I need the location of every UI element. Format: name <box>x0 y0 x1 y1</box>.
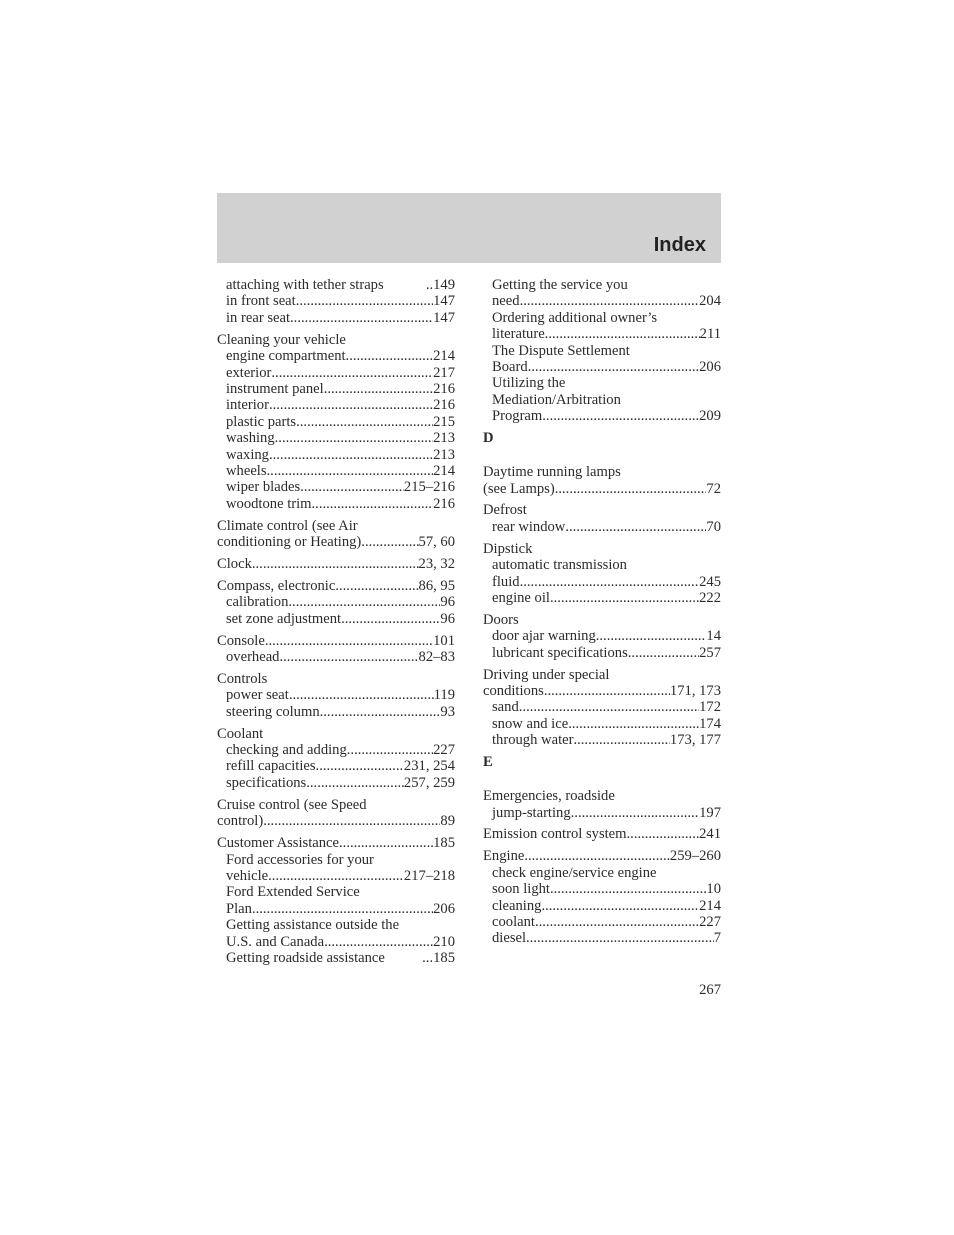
leader-dots <box>628 645 699 661</box>
page-reference: 215–216 <box>403 479 455 496</box>
index-subentry <box>217 348 455 364</box>
index-entry-group <box>217 633 455 666</box>
page-reference: 96 <box>440 610 455 627</box>
entry-text: engine compartment <box>226 348 346 365</box>
entry-text: woodtone trim <box>226 495 312 512</box>
leader-dots <box>535 914 699 930</box>
index-subentry <box>217 742 455 758</box>
entry-text: wheels <box>226 462 267 479</box>
leader-dots <box>550 881 706 897</box>
index-subentry <box>483 914 721 930</box>
index-subentry <box>217 447 455 463</box>
entry-text: waxing <box>226 446 269 463</box>
entry-text: coolant <box>492 914 535 930</box>
index-entry-group <box>483 464 721 497</box>
entry-text: Customer Assistance <box>217 835 340 852</box>
leader-dots <box>339 835 433 851</box>
index-entry-group <box>483 502 721 535</box>
index-column-right <box>483 277 721 952</box>
index-entry <box>217 813 455 829</box>
page-reference: 227 <box>433 742 455 759</box>
entry-text: instrument panel <box>226 380 324 397</box>
leader-dots <box>565 519 706 535</box>
index-subentry <box>483 343 721 359</box>
index-subentry <box>483 574 721 590</box>
index-entry <box>217 835 455 851</box>
entry-text: Emission control system <box>483 826 627 843</box>
entry-text: interior <box>226 397 269 414</box>
index-subentry <box>217 901 455 917</box>
page-reference: 209 <box>699 408 721 425</box>
index-entry-group <box>483 667 721 749</box>
leader-dots <box>252 556 419 572</box>
page-reference: 70 <box>706 518 721 535</box>
index-subentry <box>217 868 455 884</box>
entry-text: conditioning or Heating) <box>217 534 362 551</box>
page-reference: 241 <box>699 826 721 843</box>
leader-dots <box>341 611 440 627</box>
leader-dots <box>289 687 434 703</box>
index-subentry <box>217 758 455 774</box>
entry-text: rear window <box>492 518 566 535</box>
entry-text: conditions <box>483 683 544 700</box>
entry-text: Mediation/Arbitration <box>492 391 621 408</box>
entry-text: diesel <box>492 930 527 947</box>
entry-text: Getting roadside assistance <box>226 949 385 966</box>
entry-text: Program <box>492 408 543 425</box>
leader-dots <box>271 365 433 381</box>
leader-dots <box>267 463 434 479</box>
index-subentry <box>483 277 721 293</box>
leader-dots <box>269 447 433 463</box>
leader-dots <box>541 898 699 914</box>
index-entry-group <box>217 556 455 572</box>
index-entry-group <box>483 612 721 661</box>
entry-text: Getting the service you <box>492 277 628 293</box>
index-subentry <box>483 930 721 946</box>
entry-text: washing <box>226 430 275 447</box>
entry-text: Driving under special <box>483 666 610 683</box>
index-subentry <box>483 408 721 424</box>
entry-text: Console <box>217 632 265 649</box>
index-entry <box>483 667 721 683</box>
index-entry-group <box>217 277 455 326</box>
index-subentry <box>483 716 721 732</box>
entry-text: Getting assistance outside the <box>226 917 400 934</box>
index-entry <box>483 848 721 864</box>
page-reference: 72 <box>706 480 721 497</box>
index-subentry <box>483 557 721 573</box>
index-entry <box>483 502 721 518</box>
index-entry <box>217 556 455 572</box>
leader-dots <box>524 848 670 864</box>
index-subentry <box>483 359 721 375</box>
entry-text: literature <box>492 326 545 343</box>
page-reference: 206 <box>433 900 455 917</box>
page-reference: 216 <box>433 380 455 397</box>
page-reference: 7 <box>713 930 721 947</box>
entry-text: cleaning <box>492 897 542 914</box>
page-reference: 119 <box>433 687 455 704</box>
index-subentry <box>217 277 455 293</box>
index-subentry <box>483 865 721 881</box>
index-subentry <box>217 414 455 430</box>
entry-text: Cruise control (see Speed <box>217 796 367 813</box>
leader-dots <box>269 397 433 413</box>
leader-dots <box>520 574 700 590</box>
leader-dots <box>627 826 700 842</box>
entry-text: Ordering additional owner’s <box>492 309 658 326</box>
entry-text: specifications <box>226 774 307 791</box>
entry-text: control) <box>217 813 264 830</box>
entry-text: fluid <box>492 573 520 590</box>
index-subentry <box>483 519 721 535</box>
page-reference: 210 <box>433 933 455 950</box>
entry-text: calibration <box>226 594 289 611</box>
entry-text: attaching with tether straps <box>226 277 384 293</box>
index-entry <box>217 518 455 534</box>
index-subentry <box>483 881 721 897</box>
leader-dots <box>385 950 422 966</box>
entry-text: sand <box>492 699 519 716</box>
leader-dots <box>526 930 714 946</box>
leader-dots <box>300 479 404 495</box>
index-subentry <box>217 884 455 900</box>
page-reference: 259–260 <box>669 848 721 865</box>
entry-text: vehicle <box>226 867 269 884</box>
page-reference: 217–218 <box>403 867 455 884</box>
index-entry <box>217 726 455 742</box>
entry-text: check engine/service engine <box>492 864 657 881</box>
page-reference: 93 <box>440 703 455 720</box>
header-bar <box>217 193 721 263</box>
leader-dots <box>528 359 699 375</box>
index-entry <box>217 534 455 550</box>
leader-dots <box>275 430 433 446</box>
entry-text: in rear seat <box>226 309 291 326</box>
entry-text: The Dispute Settlement <box>492 342 630 359</box>
leader-dots <box>384 277 426 293</box>
leader-dots <box>568 716 699 732</box>
page-reference: 57, 60 <box>418 534 455 551</box>
index-subentry <box>217 775 455 791</box>
index-subentry <box>483 293 721 309</box>
index-entry-group <box>217 518 455 551</box>
leader-dots <box>252 901 433 917</box>
entry-text: automatic transmission <box>492 557 627 574</box>
index-subentry <box>217 649 455 665</box>
leader-dots <box>545 326 700 342</box>
entry-text: checking and adding <box>226 742 347 759</box>
page-reference: 96 <box>440 594 455 611</box>
index-entry-group <box>483 848 721 946</box>
index-subentry <box>217 293 455 309</box>
index-entry-group <box>217 671 455 720</box>
entry-text: Emergencies, roadside <box>483 788 615 805</box>
leader-dots <box>555 481 707 497</box>
leader-dots <box>346 348 434 364</box>
page-reference: 197 <box>699 804 721 821</box>
index-entry <box>483 612 721 628</box>
leader-dots <box>519 699 699 715</box>
page-reference: 171, 173 <box>669 683 721 700</box>
index-subentry <box>217 704 455 720</box>
page-reference: 89 <box>440 813 455 830</box>
page-reference: 101 <box>433 632 455 649</box>
page-reference: 172 <box>699 699 721 716</box>
index-subentry <box>483 392 721 408</box>
page-reference: 214 <box>433 348 455 365</box>
leader-dots <box>573 732 669 748</box>
entry-text: Ford Extended Service <box>226 884 360 901</box>
index-entry <box>483 826 721 842</box>
page-reference: 213 <box>433 446 455 463</box>
index-entry-group <box>483 277 721 425</box>
page-reference: 10 <box>706 881 721 898</box>
page-reference: 216 <box>433 397 455 414</box>
entry-text: Cleaning your vehicle <box>217 331 346 348</box>
leader-dots <box>347 742 433 758</box>
entry-text: Ford accessories for your <box>226 851 374 868</box>
entry-text: Dipstick <box>483 540 533 557</box>
index-subentry <box>217 397 455 413</box>
entry-text: Engine <box>483 848 525 865</box>
index-subentry <box>217 611 455 627</box>
page-reference: 206 <box>699 359 721 376</box>
index-subentry <box>217 479 455 495</box>
entry-text: Utilizing the <box>492 375 566 392</box>
leader-dots <box>296 293 433 309</box>
entry-text: soon light <box>492 881 550 898</box>
index-subentry <box>217 594 455 610</box>
section-letter: D <box>483 430 494 447</box>
entry-text: Coolant <box>217 725 264 742</box>
index-subentry <box>483 732 721 748</box>
page-reference: 214 <box>699 897 721 914</box>
leader-dots <box>316 758 404 774</box>
page-reference: 257 <box>699 644 721 661</box>
page-reference: 204 <box>699 293 721 310</box>
entry-text: jump-starting <box>492 804 571 821</box>
index-subentry <box>217 463 455 479</box>
entry-text: U.S. and Canada <box>226 933 325 950</box>
index-entry-group <box>217 332 455 512</box>
leader-dots <box>550 590 699 606</box>
page-reference: 245 <box>699 573 721 590</box>
index-subentry <box>483 310 721 326</box>
index-subentry <box>483 590 721 606</box>
entry-text: snow and ice <box>492 715 569 732</box>
index-entry-group <box>217 835 455 966</box>
section-letter: E <box>483 754 493 771</box>
index-subentry <box>483 326 721 342</box>
entry-text: lubricant specifications <box>492 644 628 661</box>
leader-dots <box>596 628 707 644</box>
page-reference: 82–83 <box>418 649 455 666</box>
index-entry <box>483 788 721 804</box>
page-reference: 23, 32 <box>418 556 455 572</box>
index-entry <box>483 541 721 557</box>
page-reference: 222 <box>699 590 721 606</box>
entry-text: Plan <box>226 900 252 917</box>
leader-dots <box>312 496 434 512</box>
leader-dots <box>324 934 433 950</box>
page-title: Index <box>653 234 706 256</box>
leader-dots <box>306 775 404 791</box>
leader-dots <box>361 534 418 550</box>
page-reference: 213 <box>433 430 455 447</box>
index-subentry <box>217 430 455 446</box>
leader-dots <box>571 805 699 821</box>
index-subentry <box>217 381 455 397</box>
page-reference: 174 <box>699 715 721 732</box>
leader-dots <box>296 414 433 430</box>
entry-text: exterior <box>226 364 272 381</box>
entry-text: Doors <box>483 611 519 628</box>
page-reference: 227 <box>699 914 721 930</box>
index-subentry <box>217 934 455 950</box>
index-entry-group <box>483 826 721 842</box>
index-entry <box>217 578 455 594</box>
leader-dots <box>335 578 418 594</box>
page-reference: 14 <box>706 628 721 645</box>
entry-text: Climate control (see Air <box>217 517 358 534</box>
entry-text: set zone adjustment <box>226 610 342 627</box>
index-subentry <box>217 852 455 868</box>
entry-text: (see Lamps) <box>483 480 555 497</box>
entry-text: Daytime running lamps <box>483 464 621 481</box>
entry-text: steering column <box>226 703 320 720</box>
entry-text: refill capacities <box>226 758 316 775</box>
page-reference: ...185 <box>422 949 455 966</box>
index-subentry <box>217 496 455 512</box>
leader-dots <box>320 704 441 720</box>
page-reference: ..149 <box>425 277 455 293</box>
entry-text: need <box>492 293 520 310</box>
page-reference: 86, 95 <box>418 577 455 594</box>
leader-dots <box>263 813 440 829</box>
index-entry-group <box>217 578 455 627</box>
entry-text: Controls <box>217 670 268 687</box>
page-reference: 216 <box>433 495 455 512</box>
page-reference: 214 <box>433 462 455 479</box>
index-entry-group <box>217 726 455 792</box>
index-subentry <box>217 950 455 966</box>
entry-text: Compass, electronic <box>217 577 336 594</box>
index-entry-group <box>483 541 721 607</box>
index-entry <box>483 464 721 480</box>
entry-text: engine oil <box>492 590 550 606</box>
entry-text: in front seat <box>226 293 296 310</box>
index-entry <box>217 671 455 687</box>
entry-text: power seat <box>226 687 289 704</box>
index-entry <box>217 633 455 649</box>
index-entry-group <box>483 788 721 821</box>
page-number: 267 <box>699 982 721 998</box>
index-subentry <box>483 375 721 391</box>
leader-dots <box>544 683 670 699</box>
leader-dots <box>288 594 440 610</box>
index-subentry <box>217 917 455 933</box>
leader-dots <box>279 649 418 665</box>
leader-dots <box>290 310 433 326</box>
index-subentry <box>217 310 455 326</box>
page-reference: 211 <box>699 326 721 343</box>
index-entry <box>483 481 721 497</box>
index-subentry <box>483 699 721 715</box>
index-entry <box>217 332 455 348</box>
index-subentry <box>217 365 455 381</box>
page-reference: 185 <box>433 835 455 852</box>
page-reference: 215 <box>433 413 455 430</box>
leader-dots <box>265 633 433 649</box>
entry-text: overhead <box>226 649 280 666</box>
entry-text: door ajar warning <box>492 628 596 645</box>
entry-text: Board <box>492 359 528 376</box>
page-reference: 231, 254 <box>403 758 455 775</box>
leader-dots <box>268 868 404 884</box>
leader-dots <box>324 381 433 397</box>
entry-text: wiper blades <box>226 479 301 496</box>
entry-text: Defrost <box>483 502 527 519</box>
page-reference: 257, 259 <box>403 774 455 791</box>
entry-text: plastic parts <box>226 413 297 430</box>
index-subentry <box>483 898 721 914</box>
page-reference: 217 <box>433 364 455 381</box>
entry-text: through water <box>492 732 574 749</box>
index-subentry <box>483 805 721 821</box>
page-reference: 147 <box>433 293 455 310</box>
page-reference: 173, 177 <box>669 732 721 749</box>
leader-dots <box>542 408 699 424</box>
index-subentry <box>483 645 721 661</box>
entry-text: Clock <box>217 556 252 572</box>
leader-dots <box>520 293 700 309</box>
index-entry-group <box>217 797 455 830</box>
index-subentry <box>217 687 455 703</box>
index-entry <box>217 797 455 813</box>
index-subentry <box>483 628 721 644</box>
index-entry <box>483 683 721 699</box>
page-reference: 147 <box>433 309 455 326</box>
index-column-left <box>217 277 455 972</box>
